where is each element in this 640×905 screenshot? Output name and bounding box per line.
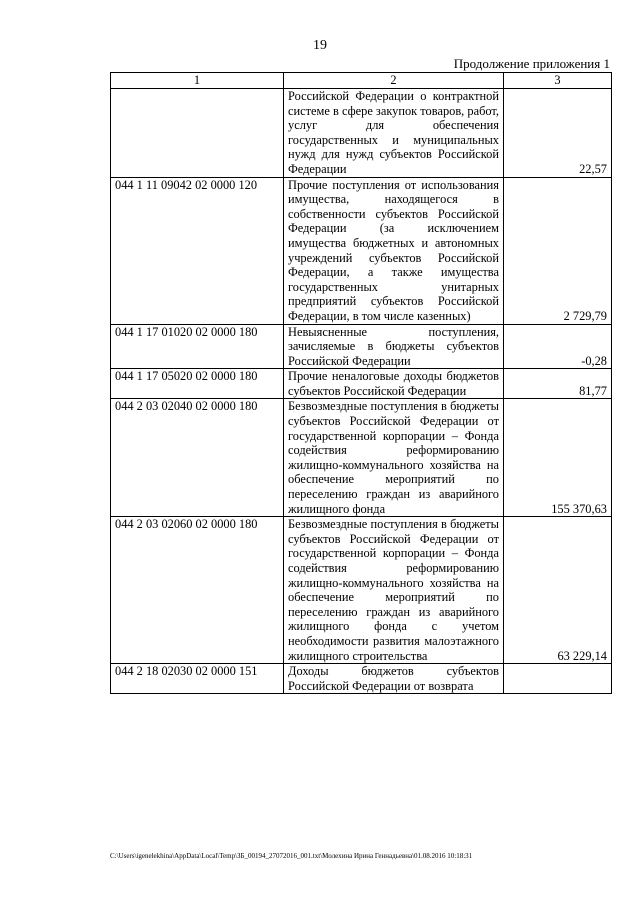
row-amount	[504, 664, 612, 694]
column-header-1: 1	[111, 73, 284, 89]
row-description: Безвозмездные поступления в бюджеты субъектов Российской Федерации от государственной корпорации – Фонда содействия реформированию жилищно-коммунального хозяйства на обеспечение мероприятий по переселению граждан из аварийного жилищного фонда с учетом необходимости развития малоэтажного жилищного строительства	[284, 517, 504, 664]
row-description: Безвозмездные поступления в бюджеты субъектов Российской Федерации от государственной корпорации – Фонда содействия реформированию жилищно-коммунального хозяйства на обеспечение мероприятий по переселению граждан из аварийного жилищного фонда	[284, 399, 504, 517]
table-row	[111, 517, 612, 664]
row-amount: -0,28	[504, 324, 612, 369]
row-amount: 81,77	[504, 369, 612, 399]
table-row	[111, 399, 612, 517]
page-number: 19	[313, 38, 327, 53]
row-amount: 63 229,14	[504, 517, 612, 664]
row-code: 044 1 11 09042 02 0000 120	[111, 177, 284, 324]
row-description: Прочие поступления от использования имущества, находящегося в собственности субъектов Российской Федерации (за исключением имущества бюджетных и автономных учреждений субъектов Российской Федерации, а также имущества государственных унитарных предприятий субъектов Российской Федерации, в том числе казенных)	[284, 177, 504, 324]
row-description: Российской Федерации о контрактной системе в сфере закупок товаров, работ, услуг для обеспечения государственных и муниципальных нужд для нужд субъектов Российской Федерации	[284, 89, 504, 178]
footer-file-path: C:\Users\igenelekhina\AppData\Local\Temp\ЗБ_00194_27072016_001.txt\Молехина Ирина Геннадьевна\01.08.2016 10:18:31	[110, 852, 473, 860]
table-row	[111, 177, 612, 324]
row-amount: 155 370,63	[504, 399, 612, 517]
row-description: Прочие неналоговые доходы бюджетов субъектов Российской Федерации	[284, 369, 504, 399]
row-code: 044 1 17 01020 02 0000 180	[111, 324, 284, 369]
row-code: 044 2 18 02030 02 0000 151	[111, 664, 284, 694]
column-header-3: 3	[504, 73, 612, 89]
table-header-row	[111, 73, 612, 89]
column-header-2: 2	[284, 73, 504, 89]
row-amount: 22,57	[504, 89, 612, 178]
row-code: 044 2 03 02060 02 0000 180	[111, 517, 284, 664]
row-description: Невыясненные поступления, зачисляемые в бюджеты субъектов Российской Федерации	[284, 324, 504, 369]
row-amount: 2 729,79	[504, 177, 612, 324]
row-code	[111, 89, 284, 178]
continuation-label: Продолжение приложения 1	[453, 56, 610, 71]
table-row	[111, 369, 612, 399]
revenue-table	[110, 72, 612, 694]
row-description: Доходы бюджетов субъектов Российской Федерации от возврата	[284, 664, 504, 694]
table-row	[111, 664, 612, 694]
row-code: 044 1 17 05020 02 0000 180	[111, 369, 284, 399]
table-row	[111, 89, 612, 178]
table-row	[111, 324, 612, 369]
row-code: 044 2 03 02040 02 0000 180	[111, 399, 284, 517]
